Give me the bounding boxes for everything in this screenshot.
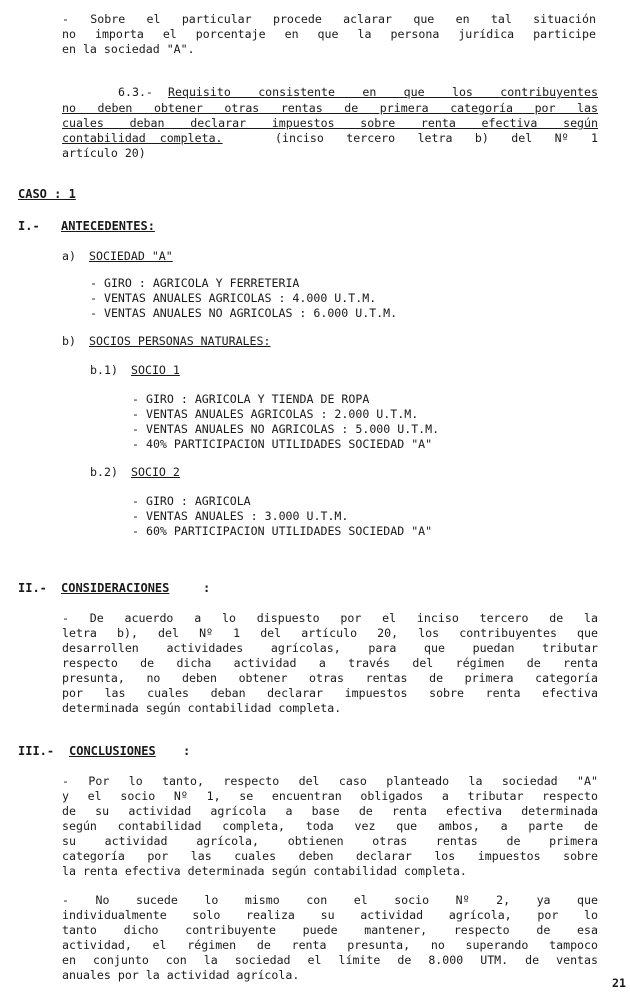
socio2-item-1: - GIRO : AGRICOLA (132, 494, 251, 508)
subsection-b2-prefix: b.2) (90, 465, 118, 479)
requirement-line-4-rest: (inciso tercero letra b) del Nº 1 (275, 131, 598, 145)
conclusiones-p1-line-1: - Por lo tanto, respecto del caso planteado la sociedad "A" (62, 774, 598, 788)
subsection-b-prefix: b) (62, 334, 76, 348)
subsection-b2-title: SOCIO 2 (131, 465, 180, 479)
conclusiones-p1-line-2: y el socio Nº 1, se encuentran obligados a tributar respecto (62, 789, 598, 803)
consideraciones-line-2: letra b), del Nº 1 del artículo 20, los contribuyentes que (62, 626, 598, 640)
sociedad-item-2: - VENTAS ANUALES AGRICOLAS : 4.000 U.T.M. (90, 291, 377, 305)
requirement-line-1: Requisito consistente en que los contribuyentes (168, 85, 598, 99)
intro-line-3: en la sociedad "A". (62, 42, 195, 56)
section-3-title: CONCLUSIONES (69, 744, 156, 758)
intro-line-2: no importa el porcentaje en que la persona jurídica participe (62, 27, 596, 41)
section-3-number: III.- (18, 744, 55, 758)
conclusiones-p2-line-1: - No sucede lo mismo con el socio Nº 2, ya que (62, 893, 598, 907)
socio1-item-4: - 40% PARTICIPACION UTILIDADES SOCIEDAD "A" (132, 437, 433, 451)
conclusiones-p1-line-6: categoría por las cuales deben declarar los impuestos sobre (62, 849, 598, 863)
consideraciones-line-3: desarrollen actividades agrícolas, para que puedan tributar (62, 641, 598, 655)
requirement-number: 6.3.- (118, 85, 153, 99)
section-1-number: I.- (18, 219, 40, 233)
conclusiones-p2-line-4: actividad, el régimen de renta presunta, no superando tampoco (62, 938, 598, 952)
consideraciones-line-5: presunta, no deben obtener otras rentas de primera categoría (62, 671, 598, 685)
sociedad-item-1: - GIRO : AGRICOLA Y FERRETERIA (90, 276, 300, 290)
socio1-item-2: - VENTAS ANUALES AGRICOLAS : 2.000 U.T.M. (132, 407, 419, 421)
conclusiones-p1-line-5: su actividad agrícola, obtienen otras rentas de primera (62, 834, 598, 848)
requirement-line-3: cuales deban declarar impuestos sobre renta efectiva según (62, 116, 598, 130)
consideraciones-line-1: - De acuerdo a lo dispuesto por el inciso tercero de la (62, 611, 598, 625)
subsection-b1-title: SOCIO 1 (131, 363, 180, 377)
case-title: CASO : 1 (18, 187, 76, 201)
consideraciones-line-7: determinada según contabilidad completa. (62, 701, 342, 715)
requirement-line-4: contabilidad completa. (62, 131, 223, 145)
subsection-a-title: SOCIEDAD "A" (89, 249, 173, 263)
subsection-b-title: SOCIOS PERSONAS NATURALES: (89, 334, 271, 348)
sociedad-item-3: - VENTAS ANUALES NO AGRICOLAS : 6.000 U.T.M. (90, 306, 398, 320)
conclusiones-p2-line-5: en conjunto con la sociedad el límite de 8.000 UTM. de ventas (62, 953, 598, 967)
section-2-colon: : (203, 581, 211, 595)
requirement-line-2: no deben obtener otras rentas de primera categoría por las (62, 101, 598, 115)
conclusiones-p2-line-6: anuales por la actividad agrícola. (62, 968, 300, 982)
socio2-item-3: - 60% PARTICIPACION UTILIDADES SOCIEDAD "A" (132, 524, 433, 538)
subsection-b1-prefix: b.1) (90, 363, 118, 377)
section-2-title: CONSIDERACIONES (61, 581, 170, 595)
conclusiones-p1-line-4: según contabilidad completa, toda vez que ambos, a parte de (62, 819, 598, 833)
requirement-line-5: artículo 20) (62, 146, 146, 160)
intro-line-1: - Sobre el particular procede aclarar que en tal situación (62, 12, 596, 26)
socio2-item-2: - VENTAS ANUALES : 3.000 U.T.M. (132, 509, 349, 523)
conclusiones-p2-line-2: individualmente solo realiza su actividad agrícola, por lo (62, 908, 598, 922)
conclusiones-p2-line-3: tanto dicho contribuyente puede mantener, respecto de esa (62, 923, 598, 937)
consideraciones-line-6: por las cuales deban declarar impuestos sobre renta efectiva (62, 686, 598, 700)
page-number: 21 (612, 976, 626, 990)
section-1-title: ANTECEDENTES: (61, 219, 155, 233)
conclusiones-p1-line-7: la renta efectiva determinada según contabilidad completa. (62, 864, 467, 878)
socio1-item-1: - GIRO : AGRICOLA Y TIENDA DE ROPA (132, 392, 370, 406)
conclusiones-p1-line-3: de su actividad agrícola a base de renta efectiva determinada (62, 804, 598, 818)
consideraciones-line-4: respecto de dicha actividad a través del régimen de renta (62, 656, 598, 670)
subsection-a-prefix: a) (62, 249, 76, 263)
section-2-number: II.- (18, 581, 47, 595)
socio1-item-3: - VENTAS ANUALES NO AGRICOLAS : 5.000 U.T.M. (132, 422, 440, 436)
section-3-colon: : (183, 744, 191, 758)
